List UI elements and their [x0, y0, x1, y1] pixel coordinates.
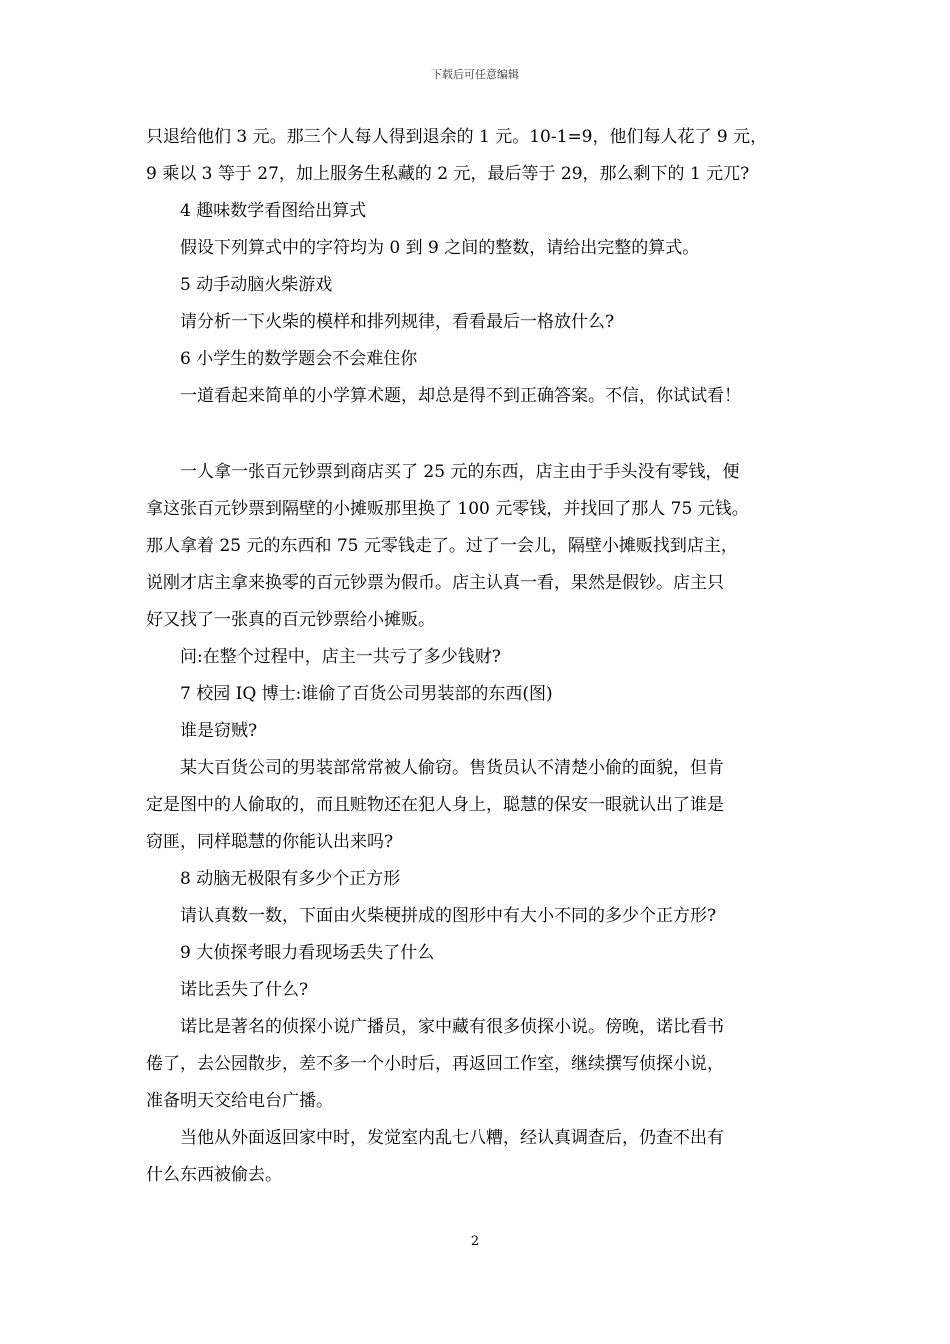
- paragraph-gap: [146, 415, 814, 454]
- text-line: 窃匪，同样聪慧的你能认出来吗?: [146, 832, 394, 852]
- page-header: 下载后可任意编辑: [431, 68, 519, 81]
- page-number: 2: [470, 1234, 480, 1249]
- text-line: 只退给他们 3 元。那三个人每人得到退余的 1 元。10-1=9，他们每人花了 9 元，: [146, 127, 768, 147]
- section-heading-9: 9 大侦探考眼力看现场丢失了什么: [180, 943, 435, 963]
- text-line: 当他从外面返回家中时，发觉室内乱七八糟，经认真调查后，仍查不出有: [180, 1128, 724, 1148]
- section-heading-6: 6 小学生的数学题会不会难住你: [180, 349, 418, 369]
- text-line: 好又找了一张真的百元钞票给小摊贩。: [146, 610, 435, 630]
- text-line: 请分析一下火柴的模样和排列规律，看看最后一格放什么?: [180, 312, 615, 332]
- text-line: 问:在整个过程中，店主一共亏了多少钱财?: [180, 647, 501, 667]
- text-line: 某大百货公司的男装部常常被人偷窃。售货员认不清楚小偷的面貌，但肯: [180, 758, 724, 778]
- text-line: 什么东西被偷去。: [146, 1165, 282, 1185]
- text-line: 诺比丢失了什么?: [180, 980, 309, 1000]
- text-line: 那人拿着 25 元的东西和 75 元零钱走了。过了一会儿，隔壁小摊贩找到店主，: [146, 536, 738, 556]
- section-heading-7: 7 校园 IQ 博士:谁偷了百货公司男装部的东西(图): [180, 684, 553, 704]
- document-body: [146, 119, 814, 1194]
- section-heading-8: 8 动脑无极限有多少个正方形: [180, 869, 401, 889]
- text-line: 请认真数一数，下面由火柴梗拼成的图形中有大小不同的多少个正方形?: [180, 906, 717, 926]
- text-line: 假设下列算式中的字符均为 0 到 9 之间的整数，请给出完整的算式。: [180, 238, 700, 258]
- text-line: 一人拿一张百元钞票到商店买了 25 元的东西，店主由于手头没有零钱，便: [180, 462, 740, 482]
- text-line: 9 乘以 3 等于 27，加上服务生私藏的 2 元，最后等于 29，那么剩下的 1 元兀?: [146, 164, 750, 184]
- text-line: 诺比是著名的侦探小说广播员，家中藏有很多侦探小说。傍晚，诺比看书: [180, 1017, 724, 1037]
- text-line: 一道看起来简单的小学算术题，却总是得不到正确答案。不信，你试试看！: [180, 386, 741, 406]
- text-line: 准备明天交给电台广播。: [146, 1091, 333, 1111]
- text-line: 定是图中的人偷取的，而且赃物还在犯人身上，聪慧的保安一眼就认出了谁是: [146, 795, 724, 815]
- text-line: 说刚才店主拿来换零的百元钞票为假币。店主认真一看，果然是假钞。店主只: [146, 573, 724, 593]
- text-line: 拿这张百元钞票到隔壁的小摊贩那里换了 100 元零钱，并找回了那人 75 元钱。: [146, 499, 749, 519]
- text-line: 谁是窃贼?: [180, 721, 258, 741]
- text-line: 倦了，去公园散步，差不多一个小时后，再返回工作室，继续撰写侦探小说，: [146, 1054, 724, 1074]
- section-heading-4: 4 趣味数学看图给出算式: [180, 201, 367, 221]
- section-heading-5: 5 动手动脑火柴游戏: [180, 275, 333, 295]
